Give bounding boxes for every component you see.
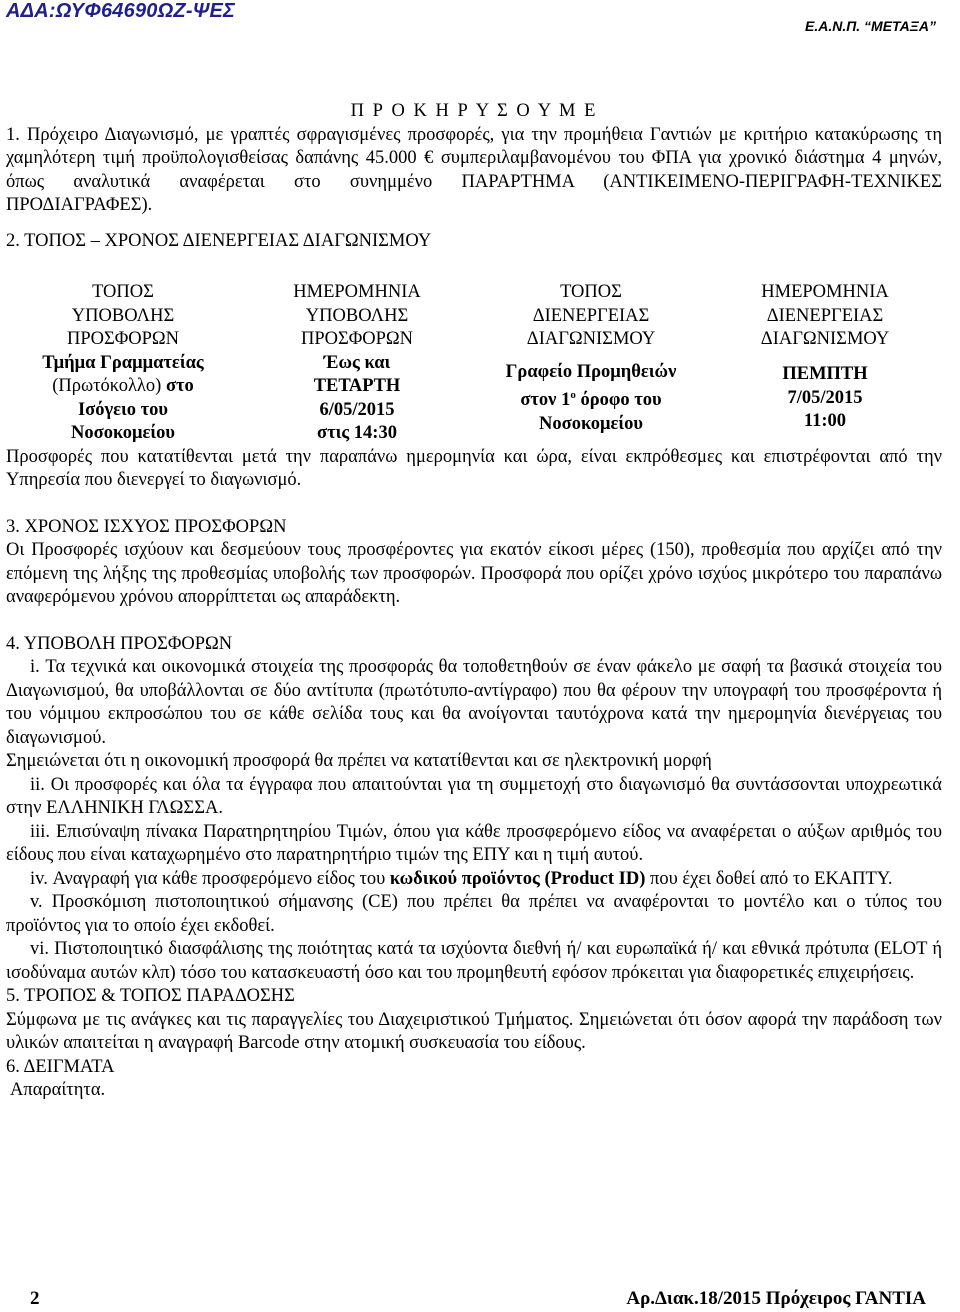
document-body [6, 100, 942, 1103]
header-cell: ΗΜΕΡΟΜΗΝΙΑ ΥΠΟΒΟΛΗΣ ΠΡΟΣΦΟΡΩΝ [293, 282, 421, 349]
table-header-row [6, 281, 942, 352]
item-iv-text: iv. Αναγραφή για κάθε προσφερόμενο είδος του κωδικού προϊόντος (Product ID) που έχει δοθεί από το ΕΚΑΠΤΥ. [30, 868, 893, 889]
page-number: 2 [30, 1288, 40, 1309]
document-reference: Αρ.Διακ.18/2015 Πρόχειρος ΓΑΝΤΙΑ [626, 1288, 926, 1309]
section-1-text: 1. Πρόχειρο Διαγωνισμό, με γραπτές σφραγισμένες προσφορές, για την προμήθεια Γαντιών με κριτήριο κατακύρωσης τη χαμηλότερη τιμή προϋπολογισθείσας δαπάνης 45.000 € συμπεριλαμβανομένου του ΦΠΑ για χρονικό διάστημα 4 μηνών, όπως αναλυτικά αναφέρεται στο συνημμένο ΠΑΡΑΡΤΗΜΑ (ΑΝΤΙΚΕΙΜΕΝΟ-ΠΕΡΙΓΡΑΦΗ-ΤΕΧΝΙΚΕΣ ΠΡΟΔΙΑΓΡΑΦΕΣ). [6, 124, 942, 215]
proclamation-heading: Π Ρ Ο Κ Η Ρ Υ Σ Ο Υ Μ Ε [350, 101, 598, 121]
organization-name: Ε.Α.Ν.Π. “ΜΕΤΑΞΑ” [805, 18, 936, 34]
section-3-text: Οι Προσφορές ισχύουν και δεσμεύουν τους προσφέροντες για εκατόν είκοσι μέρες (150), προθεσμία που αρχίζει από την επόμενη της λήξης της προθεσμίας υποβολής των προσφορών. Προσφορά που ορίζει χρόνο ισχύος μικρότερο του παραπάνω αναφερόμενου χρόνου απορρίπτεται ως απαράδεκτη. [6, 540, 942, 607]
submission-date-cell: Έως και ΤΕΤΑΡΤΗ 6/05/2015 στις 14:30 [313, 352, 401, 443]
section-6-text: Απαραίτητα. [10, 1080, 106, 1100]
item-i-text: i. Τα τεχνικά και οικονομικά στοιχεία της προσφοράς θα τοποθετηθούν σε έναν φάκελο με σαφή τα βασικά στοιχεία του Διαγωνισμού, θα υποβάλλονται σε δύο αντίτυπα (πρωτότυπο-αντίγραφο) που θα φέρουν την υπογραφή του προσφέροντα ή του νόμιμου εκπροσώπου του σε κάθε σελίδα τους και θα ανοίγονται ταυτόχρονα κατά την ημερομηνία διενέργειας του διαγωνισμού. [6, 657, 942, 748]
section-3-title: 3. ΧΡΟΝΟΣ ΙΣΧΥΟΣ ΠΡΟΣΦΟΡΩΝ [6, 516, 287, 537]
section-5-title: 5. ΤΡΟΠΟΣ & ΤΟΠΟΣ ΠΑΡΑΔΟΣΗΣ [6, 986, 295, 1006]
late-offers-text: Προσφορές που κατατίθενται μετά την παραπάνω ημερομηνία και ώρα, είναι εκπρόθεσμες και επιστρέφονται από την Υπηρεσία που διενεργεί το διαγωνισμό. [6, 446, 942, 490]
table-row [6, 352, 942, 446]
page-footer [30, 1288, 926, 1310]
tender-date-cell: ΠΕΜΠΤΗ 7/05/2015 11:00 [782, 364, 868, 432]
header-cell: ΤΟΠΟΣ ΥΠΟΒΟΛΗΣ ΠΡΟΣΦΟΡΩΝ [66, 282, 180, 349]
section-5-text: Σύμφωνα με τις ανάγκες και τις παραγγελίες του Διαχειριστικού Τμήματος. Σημειώνεται ότι όσον αφορά την παράδοση των υλικών απαιτείται η αναγραφή Barcode στην ατομική συσκευασία του είδους. [6, 1009, 942, 1053]
item-iii-text: iii. Επισύναψη πίνακα Παρατηρητηρίου Τιμών, όπου για κάθε προσφερόμενο είδος να αναφέρεται ο αύξων αριθμός του είδους που είναι καταχωρημένο στο παρατηρητήριο τιμών της ΕΠΥ και η τιμή αυτού. [6, 821, 942, 865]
electronic-form-note: Σημειώνεται ότι η οικονομική προσφορά θα πρέπει να κατατίθενται και σε ηλεκτρονική μορφή [6, 751, 712, 771]
section-2-title: 2. ΤΟΠΟΣ – ΧΡΟΝΟΣ ΔΙΕΝΕΡΓΕΙΑΣ ΔΙΑΓΩΝΙΣΜΟΥ [6, 230, 432, 251]
item-v-text: v. Προσκόμιση πιστοποιητικού σήμανσης (CE) που πρέπει θα πρέπει να αναφέρονται το μοντέλο και ο τύπος του προϊόντος για το οποίο έχει εκδοθεί. [6, 892, 942, 936]
section-6-title: 6. ΔΕΙΓΜΑΤΑ [6, 1056, 115, 1077]
section-4-title: 4. ΥΠΟΒΟΛΗ ΠΡΟΣΦΟΡΩΝ [6, 633, 233, 654]
tender-place-cell: Γραφείο Προμηθειών στον $1^o$ όροφο του Νοσοκομείου [505, 361, 677, 434]
schedule-table [6, 281, 942, 446]
ada-code: ΑΔΑ:ΩΥΦ64690ΩΖ-ΨΕΣ [6, 0, 236, 22]
header-cell: ΗΜΕΡΟΜΗΝΙΑ ΔΙΕΝΕΡΓΕΙΑΣ ΔΙΑΓΩΝΙΣΜΟΥ [760, 282, 890, 349]
item-vi-text: vi. Πιστοποιητικό διασφάλισης της ποιότητας κατά τα ισχύοντα διεθνή ή/ και ευρωπαϊκά ή/ και εθνικά πρότυπα (ELOT ή ισοδύναμα αυτών κλπ) τόσο του κατασκευαστή όσο και του προμηθευτή εφόσον πρόκειται για διαφορετικές επιχειρήσεις. [6, 939, 942, 983]
header-cell: ΤΟΠΟΣ ΔΙΕΝΕΡΓΕΙΑΣ ΔΙΑΓΩΝΙΣΜΟΥ [526, 282, 656, 349]
item-ii-text: ii. Οι προσφορές και όλα τα έγγραφα που απαιτούνται για τη συμμετοχή στο διαγωνισμό θα συντάσσονται υποχρεωτικά στην ΕΛΛΗΝΙΚΗ ΓΛΩΣΣΑ. [6, 774, 942, 818]
submission-place-cell: Τμήμα Γραμματείας (Πρωτόκολλο) στο Ισόγειο του Νοσοκομείου [42, 352, 204, 443]
